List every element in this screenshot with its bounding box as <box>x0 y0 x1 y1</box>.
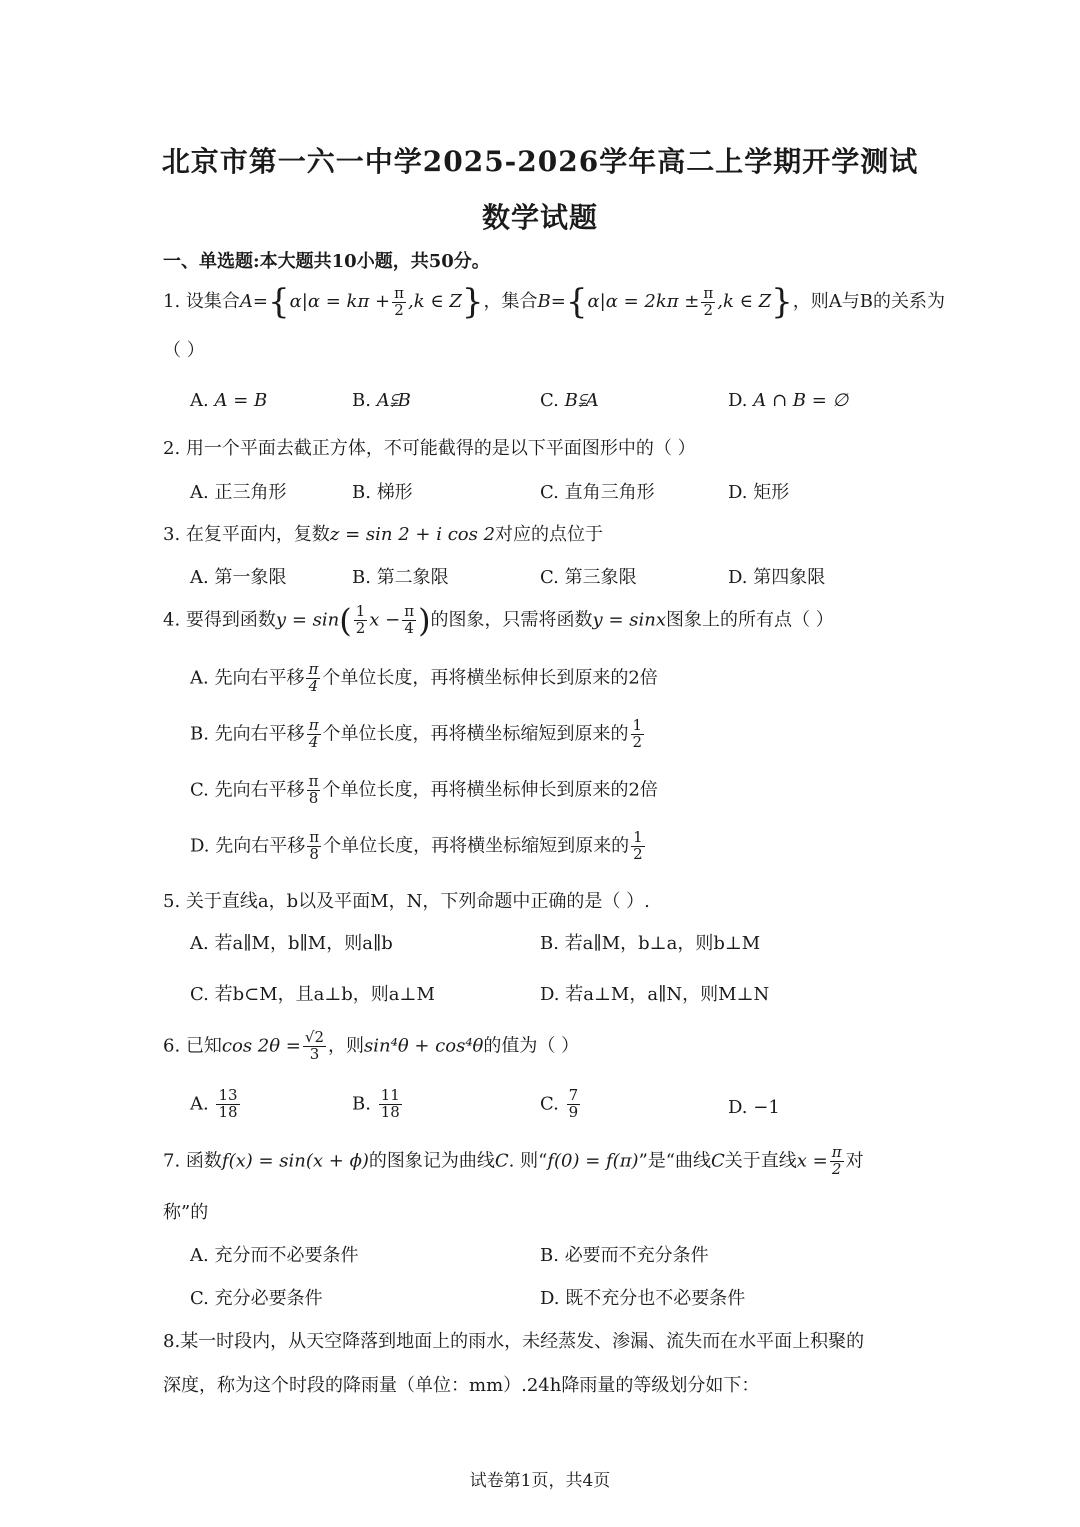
equals-sign: = <box>550 291 566 312</box>
option-text: 矩形 <box>753 482 790 503</box>
option-fraction <box>216 1088 239 1121</box>
question-text: 设集合 <box>185 291 240 312</box>
frac-numerator: π <box>308 772 319 790</box>
question-text-mid: ，则 <box>328 1035 365 1057</box>
frac-denominator: 2 <box>703 300 714 319</box>
frac-denominator: 18 <box>218 1102 238 1121</box>
option-letter: D. <box>190 835 210 857</box>
option-d <box>190 830 647 863</box>
frac-denominator: 8 <box>308 788 319 807</box>
fraction-one-half <box>354 604 368 637</box>
left-brace: { <box>268 282 290 322</box>
option-b <box>190 718 646 751</box>
option-text: 先向右平移 <box>214 723 305 745</box>
option-c <box>190 774 658 807</box>
frac-numerator: 13 <box>218 1086 238 1104</box>
option-letter: D. <box>540 1288 560 1309</box>
complex-expression: z = sin 2 + i cos 2 <box>329 524 496 545</box>
option-letter: B. <box>352 390 371 411</box>
option-a <box>190 662 658 695</box>
option-a <box>190 567 286 589</box>
frac-denominator: 2 <box>394 300 404 319</box>
frac-denominator: 2 <box>831 1159 842 1178</box>
option-letter: C. <box>190 779 209 801</box>
option-letter: A. <box>190 390 209 411</box>
question-text: 函数 <box>185 1150 222 1172</box>
question-7 <box>163 1145 864 1178</box>
function-expression-2: y = sinx <box>592 609 666 631</box>
right-brace: } <box>771 282 793 322</box>
option-letter: A. <box>190 1245 209 1266</box>
option-text: 先向右平移 <box>214 667 305 689</box>
option-letter: A. <box>190 1093 209 1115</box>
power-expression: sin⁴θ + cos⁴θ <box>364 1035 484 1057</box>
question-number: 7. <box>163 1150 181 1172</box>
option-text: 第三象限 <box>564 567 637 588</box>
option-letter: B. <box>352 482 371 503</box>
frac-numerator: π <box>308 660 319 678</box>
option-a <box>190 390 267 412</box>
question-text: 要得到函数 <box>185 609 276 631</box>
option-b <box>352 1088 404 1121</box>
frac-denominator: 2 <box>632 732 643 751</box>
question-8 <box>163 1331 864 1353</box>
option-b <box>352 567 449 589</box>
question-text-mid: . 则“ <box>508 1150 548 1172</box>
option-d <box>728 567 825 589</box>
option-text: 第四象限 <box>753 567 826 588</box>
option-c <box>540 1088 582 1121</box>
frac-numerator: π <box>309 828 320 846</box>
option-text: 若a∥M，b⊥a，则b⊥M <box>564 933 761 954</box>
option-c <box>540 567 637 589</box>
option-text: 先向右平移 <box>214 779 305 801</box>
option-text-post: 个单位长度，再将横坐标伸长到原来的2倍 <box>322 667 658 689</box>
option-letter: D. <box>728 1097 748 1118</box>
option-c <box>190 984 435 1006</box>
option-text: 正三角形 <box>214 482 287 503</box>
frac-numerator: √2 <box>304 1028 325 1046</box>
fraction-one-half <box>631 718 645 751</box>
question-number: 2. <box>163 438 181 459</box>
right-brace: } <box>461 282 484 322</box>
question-8-continued: 深度，称为这个时段的降雨量（单位：mm）.24h降雨量的等级划分如下： <box>163 1375 760 1396</box>
question-5 <box>163 891 650 913</box>
option-fraction <box>567 1088 581 1121</box>
option-d <box>540 1288 745 1310</box>
question-text-after: ，则A与B的关系为 <box>792 291 946 312</box>
question-number: 8. <box>163 1331 181 1352</box>
frac-numerator: π <box>308 716 319 734</box>
exam-title: 北京市第一六一中学2025-2026学年高二上学期开学测试 <box>161 145 919 178</box>
frac-numerator: π <box>404 602 415 620</box>
fraction-pi-over-4 <box>402 604 416 637</box>
answer-blank: （ ） <box>163 340 205 361</box>
set-b-tail: ,k ∈ Z <box>717 291 772 312</box>
set-a-tail: ,k ∈ Z <box>407 291 462 312</box>
option-text-post: 个单位长度，再将横坐标缩短到原来的 <box>322 723 629 745</box>
option-b <box>540 933 760 955</box>
exam-subtitle: 数学试题 <box>481 201 598 234</box>
option-b <box>352 482 413 504</box>
question-number: 5. <box>163 891 181 912</box>
option-text: 直角三角形 <box>564 482 655 503</box>
question-2 <box>163 438 696 460</box>
option-text: 必要而不充分条件 <box>564 1245 709 1266</box>
option-b <box>352 390 411 412</box>
frac-numerator: π <box>703 283 714 302</box>
option-fraction <box>379 1088 402 1121</box>
fraction <box>307 830 321 863</box>
option-a <box>190 933 393 955</box>
option-letter: A. <box>190 933 209 954</box>
frac-denominator: 2 <box>633 844 643 863</box>
question-text-mid: 的图象，只需将函数 <box>430 609 593 631</box>
set-b-body: α|α = 2kπ ± <box>587 291 700 312</box>
question-6 <box>163 1030 579 1063</box>
function-expression: y = sin <box>275 609 340 631</box>
option-text: 第一象限 <box>214 567 287 588</box>
left-paren: ( <box>339 601 352 640</box>
frac-numerator: π <box>394 283 404 302</box>
option-text: −1 <box>753 1097 780 1118</box>
option-b <box>540 1245 709 1267</box>
option-letter: C. <box>540 1093 559 1115</box>
frac-denominator: 4 <box>308 676 319 695</box>
option-d <box>540 984 769 1006</box>
set-a-symbol: A <box>239 291 253 312</box>
question-text-mid: 的图象记为曲线 <box>368 1150 495 1172</box>
option-letter: D. <box>728 390 748 411</box>
cos-expression: cos 2θ = <box>221 1035 301 1057</box>
option-c <box>540 482 655 504</box>
option-letter: B. <box>540 933 559 954</box>
frac-numerator: 11 <box>380 1086 400 1104</box>
function-middle: x − <box>369 609 401 631</box>
option-text: A⫋B <box>376 390 411 411</box>
option-letter: C. <box>190 984 209 1005</box>
option-letter: B. <box>352 1093 371 1115</box>
question-text: 已知 <box>185 1035 222 1057</box>
option-letter: A. <box>190 482 209 503</box>
option-a <box>190 1088 242 1121</box>
option-a <box>190 482 286 504</box>
option-letter: A. <box>190 667 209 689</box>
fraction-pi-over-2 <box>392 283 406 319</box>
frac-denominator: 4 <box>404 618 414 637</box>
option-letter: B. <box>540 1245 559 1266</box>
option-letter: C. <box>540 567 559 588</box>
option-text: 若b⊂M，且a⊥b，则a⊥M <box>214 984 435 1005</box>
question-number: 6. <box>163 1035 181 1057</box>
option-c <box>190 1288 323 1310</box>
frac-denominator: 3 <box>309 1044 320 1063</box>
option-text: 若a⊥M，a∥N，则M⊥N <box>565 984 770 1005</box>
option-d <box>728 390 848 412</box>
option-letter: B. <box>190 723 209 745</box>
fraction <box>307 718 321 751</box>
frac-denominator: 2 <box>355 618 366 637</box>
option-text: 既不充分也不必要条件 <box>565 1288 746 1309</box>
option-d <box>728 1097 780 1119</box>
set-a-body: α|α = kπ + <box>289 291 391 312</box>
option-letter: B. <box>352 567 371 588</box>
option-text: 充分而不必要条件 <box>214 1245 359 1266</box>
question-text-mid: ，集合 <box>483 291 538 312</box>
question-text-post: 对应的点位于 <box>495 524 604 545</box>
frac-denominator: 4 <box>308 732 319 751</box>
option-letter: D. <box>728 567 748 588</box>
frac-denominator: 18 <box>380 1102 400 1121</box>
condition-expression: f(0) = f(π) <box>547 1150 639 1172</box>
question-4 <box>163 601 834 640</box>
option-letter: A. <box>190 567 209 588</box>
option-letter: D. <box>540 984 560 1005</box>
option-letter: C. <box>540 482 559 503</box>
fraction-one-half <box>631 830 645 863</box>
function-expression: f(x) = sin(x + ϕ) <box>221 1150 369 1172</box>
question-text: 某一时段内，从天空降落到地面上的雨水，未经蒸发、渗漏、流失而在水平面上积聚的 <box>180 1331 865 1352</box>
frac-denominator: 8 <box>309 844 319 863</box>
option-text: A ∩ B = ∅ <box>753 390 849 411</box>
question-number: 1. <box>163 291 181 312</box>
question-1 <box>163 282 946 322</box>
left-brace: { <box>565 282 588 322</box>
fraction-sqrt2-over-3 <box>303 1030 326 1063</box>
option-text: 充分必要条件 <box>214 1288 323 1309</box>
option-letter: C. <box>540 390 559 411</box>
option-text-post: 个单位长度，再将横坐标缩短到原来的 <box>323 835 630 857</box>
option-text: A = B <box>214 390 268 411</box>
frac-numerator: π <box>831 1143 842 1161</box>
option-a <box>190 1245 358 1267</box>
question-text-mid: 关于直线 <box>724 1150 797 1172</box>
set-b-symbol: B <box>537 291 551 312</box>
question-3 <box>163 524 603 546</box>
option-letter: C. <box>190 1288 209 1309</box>
question-text-post: 的值为（ ） <box>483 1035 580 1057</box>
question-text-post: 图象上的所有点（ ） <box>665 609 834 631</box>
question-text: 用一个平面去截正方体，不可能截得的是以下平面图形中的（ ） <box>185 438 696 459</box>
question-text-post: 对 <box>845 1150 864 1172</box>
question-number: 4. <box>163 609 181 631</box>
frac-numerator: 1 <box>355 602 366 620</box>
curve-symbol: C <box>494 1150 509 1172</box>
option-text: 第二象限 <box>376 567 449 588</box>
fraction-pi-over-2 <box>701 283 715 319</box>
frac-numerator: 1 <box>632 716 643 734</box>
option-text: B⫋A <box>564 390 599 411</box>
frac-numerator: 7 <box>568 1086 579 1104</box>
option-text: 若a∥M，b∥M，则a∥b <box>214 933 393 954</box>
fraction <box>306 662 320 695</box>
right-paren: ) <box>418 601 431 640</box>
option-text: 先向右平移 <box>215 835 306 857</box>
question-7-continued: 称”的 <box>163 1202 209 1223</box>
frac-numerator: 1 <box>633 828 643 846</box>
fraction <box>307 774 321 807</box>
equals-sign: = <box>252 291 269 312</box>
line-equation: x = <box>796 1150 828 1172</box>
option-text: 梯形 <box>376 482 413 503</box>
question-text: 关于直线a，b以及平面M，N，下列命题中正确的是（ ）. <box>185 891 650 912</box>
question-number: 3. <box>163 524 181 545</box>
curve-symbol: C <box>710 1150 725 1172</box>
frac-denominator: 9 <box>568 1102 579 1121</box>
fraction-pi-over-2 <box>830 1145 844 1178</box>
question-text-mid: ”是“曲线 <box>638 1150 711 1172</box>
section-heading: 一、单选题:本大题共10小题，共50分。 <box>163 251 490 272</box>
option-d <box>728 482 789 504</box>
question-text: 在复平面内，复数 <box>185 524 330 545</box>
option-letter: D. <box>728 482 748 503</box>
option-c <box>540 390 599 412</box>
option-text-post: 个单位长度，再将横坐标伸长到原来的2倍 <box>322 779 658 801</box>
page-footer: 试卷第1页，共4页 <box>469 1471 611 1491</box>
